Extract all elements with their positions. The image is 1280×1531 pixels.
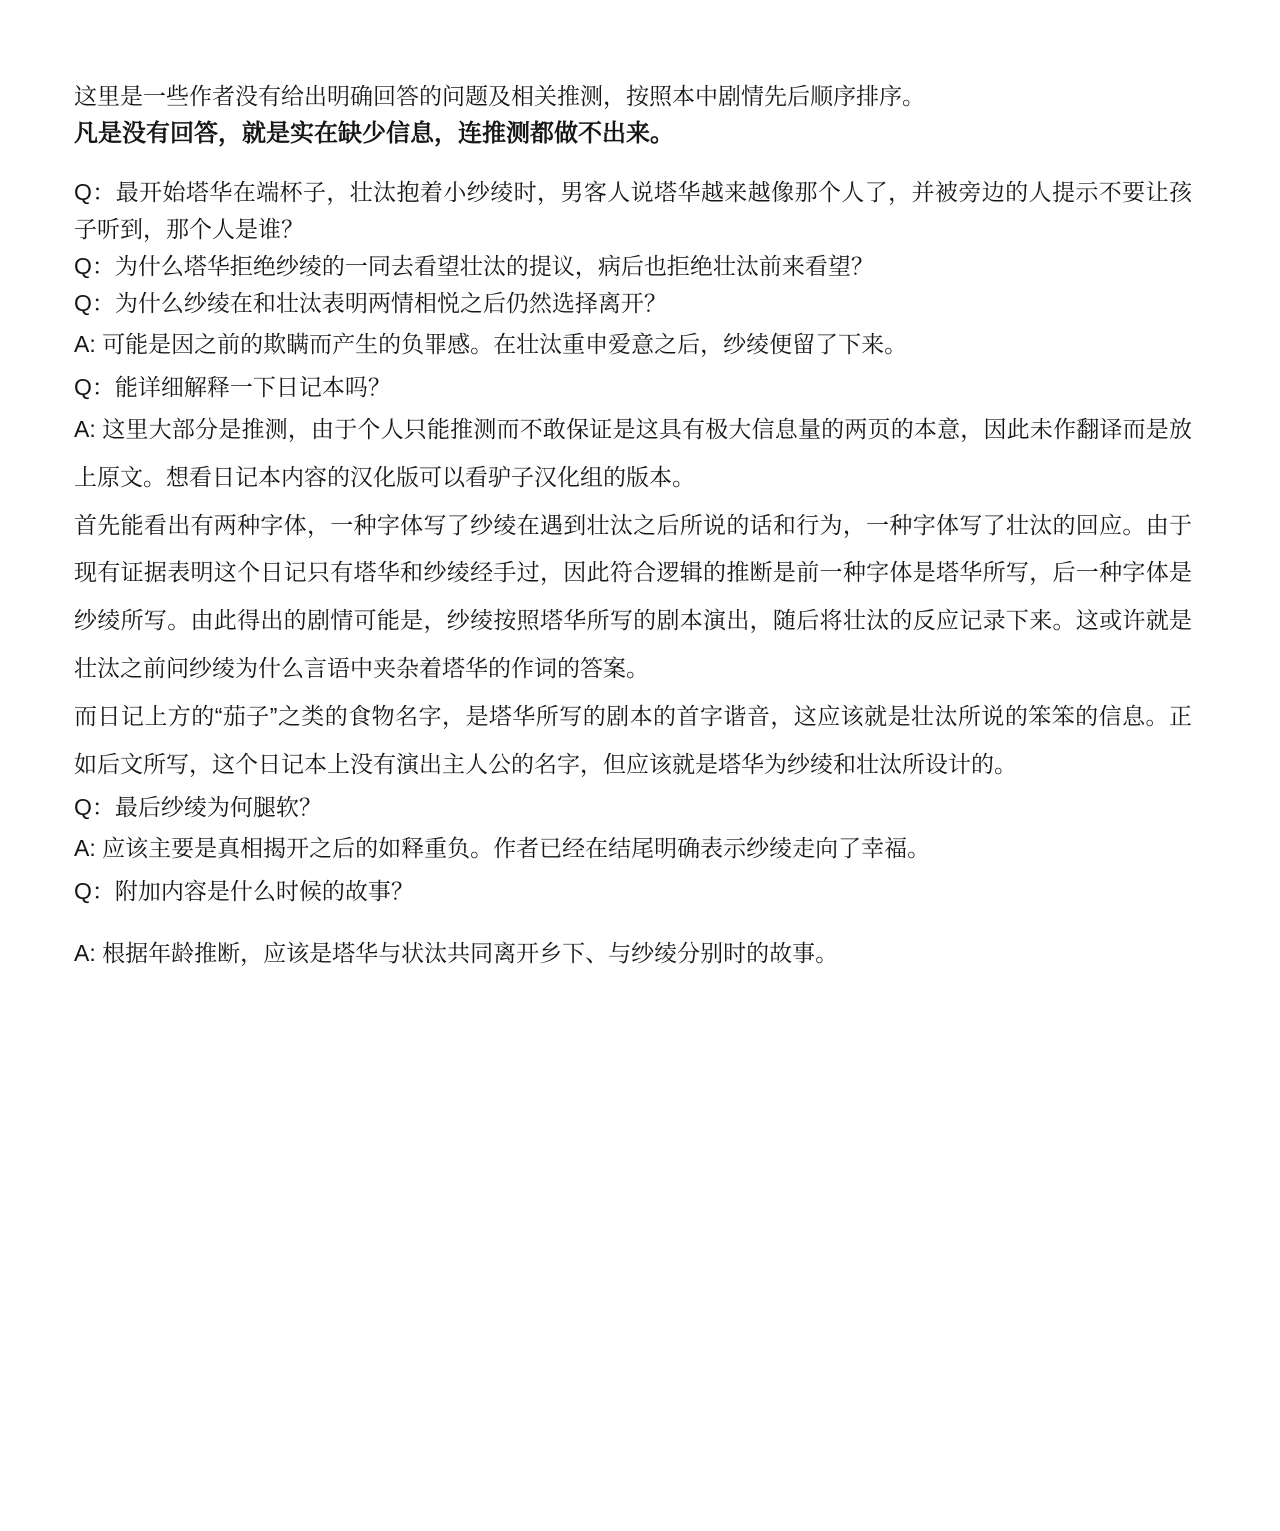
question-5: Q：最后纱绫为何腿软？ [74,793,322,820]
answer-4: A: 这里大部分是推测，由于个人只能推测而不敢保证是这具有极大信息量的两页的本意，因此未作翻译而是放上原文。想看日记本内容的汉化版可以看驴子汉化组的版本。 [74,416,1192,490]
answer-3: A: 可能是因之前的欺瞒而产生的负罪感。在壮汰重申爱意之后，纱绫便留了下来。 [74,331,908,358]
question-6: Q：附加内容是什么时候的故事？ [74,878,414,905]
question-3: Q：为什么纱绫在和壮汰表明两情相悦之后仍然选择离开？ [74,289,667,316]
question-2: Q：为什么塔华拒绝纱绫的一同去看望壮汰的提议，病后也拒绝壮汰前来看望？ [74,252,874,279]
intro-paragraph: 这里是一些作者没有给出明确回答的问题及相关推测，按照本中剧情先后顺序排序。 [74,83,925,109]
notice-bold-paragraph: 凡是没有回答，就是实在缺少信息，连推测都做不出来。 [74,119,674,147]
question-4: Q：能详细解释一下日记本吗？ [74,374,391,401]
diary-analysis-paragraph-2: 而日记上方的“茄子”之类的食物名字，是塔华所写的剧本的首字谐音，这应该就是壮汰所说的笨笨的信息。正如后文所写，这个日记本上没有演出主人公的名字，但应该就是塔华为纱绫和壮汰所设计的。 [74,702,1192,777]
answer-6: A: 根据年龄推断，应该是塔华与状汰共同离开乡下、与纱绫分别时的故事。 [74,940,839,967]
answer-5: A: 应该主要是真相揭开之后的如释重负。作者已经在结尾明确表示纱绫走向了幸福。 [74,835,931,862]
question-1: Q：最开始塔华在端杯子，壮汰抱着小纱绫时，男客人说塔华越来越像那个人了，并被旁边的人提示不要让孩子听到，那个人是谁？ [74,179,1192,242]
diary-analysis-paragraph-1: 首先能看出有两种字体，一种字体写了纱绫在遇到壮汰之后所说的话和行为，一种字体写了壮汰的回应。由于现有证据表明这个日记只有塔华和纱绫经手过，因此符合逻辑的推断是前一种字体是塔华所写，后一种字体是纱绫所写。由此得出的剧情可能是，纱绫按照塔华所写的剧本演出，随后将壮汰的反应记录下来。这或许就是壮汰之前问纱绫为什么言语中夹杂着塔华的作词的答案。 [74,511,1192,682]
